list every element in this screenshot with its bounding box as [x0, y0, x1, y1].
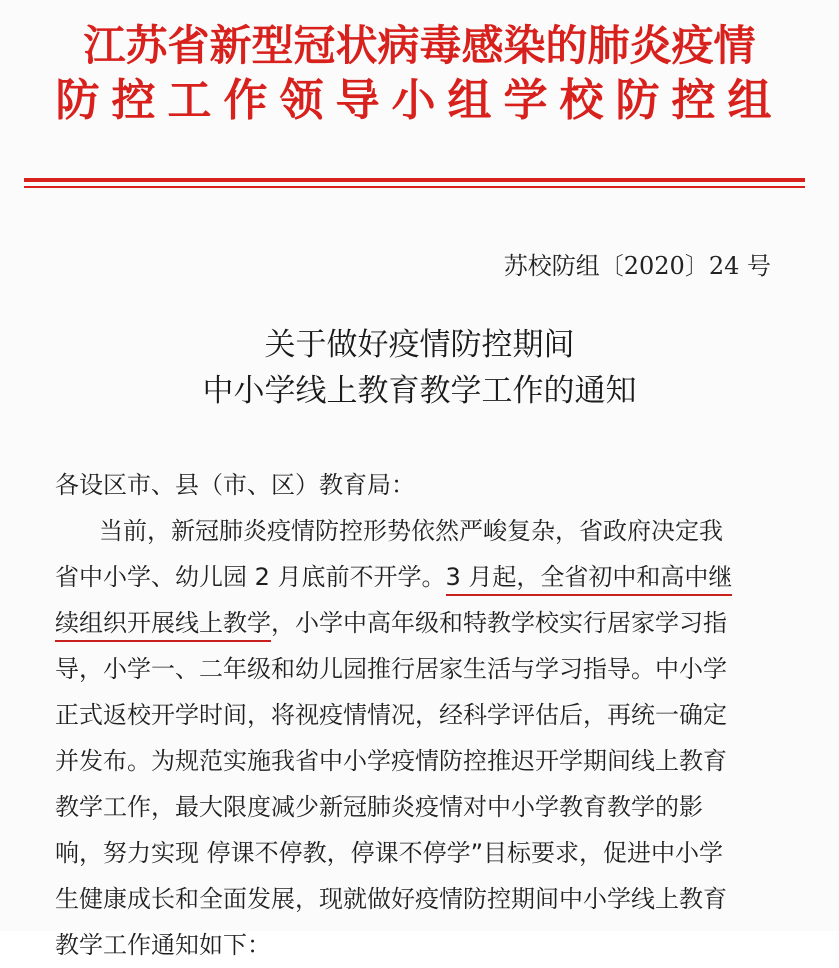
- document-number: 苏校防组〔2020〕24 号: [503, 252, 771, 280]
- body-text-segment: ，小学中高年级和特教学校实行居家学习指: [271, 609, 727, 637]
- body-line: [55, 600, 795, 646]
- document-title: [0, 322, 839, 414]
- body-line: 生健康成长和全面发展，现就做好疫情防控期间中小学线上教育: [55, 885, 727, 913]
- title-line-1: 关于做好疫情防控期间: [264, 327, 575, 363]
- body-text-segment: 省中小学、幼儿园 2 月底前不开学。: [55, 563, 446, 591]
- header-divider-thin: [24, 186, 805, 188]
- body-line: 教学工作，最大限度减少新冠肺炎疫情对中小学教育教学的影: [55, 793, 703, 821]
- title-line-2: 中小学线上教育教学工作的通知: [202, 373, 637, 409]
- document-header: [0, 22, 839, 127]
- issuing-org-line-1: 江苏省新型冠状病毒感染的肺炎疫情: [83, 21, 756, 70]
- body-line: 导，小学一、二年级和幼儿园推行居家生活与学习指导。中小学: [55, 655, 727, 683]
- header-divider-thick: [24, 178, 805, 182]
- body-line: 当前，新冠肺炎疫情防控形势依然严峻复杂，省政府决定我: [99, 517, 723, 545]
- addressee-line: 各设区市、县（市、区）教育局：: [55, 471, 415, 499]
- highlighted-text: 3 月起，全省初中和高中继: [446, 554, 733, 600]
- body-line: 正式返校开学时间，将视疫情情况，经科学评估后，再统一确定: [55, 701, 727, 729]
- body-line: [55, 554, 795, 600]
- body-line: 教学工作通知如下：: [55, 931, 271, 959]
- body-line: 响，努力实现 停课不停教，停课不停学”目标要求，促进中小学: [55, 839, 724, 867]
- body-line: 并发布。为规范实施我省中小学疫情防控推迟开学期间线上教育: [55, 747, 727, 775]
- highlighted-text: 续组织开展线上教学: [55, 600, 271, 646]
- document-body: [55, 462, 795, 968]
- issuing-org-line-2: 防控工作领导小组学校防控组: [55, 75, 784, 127]
